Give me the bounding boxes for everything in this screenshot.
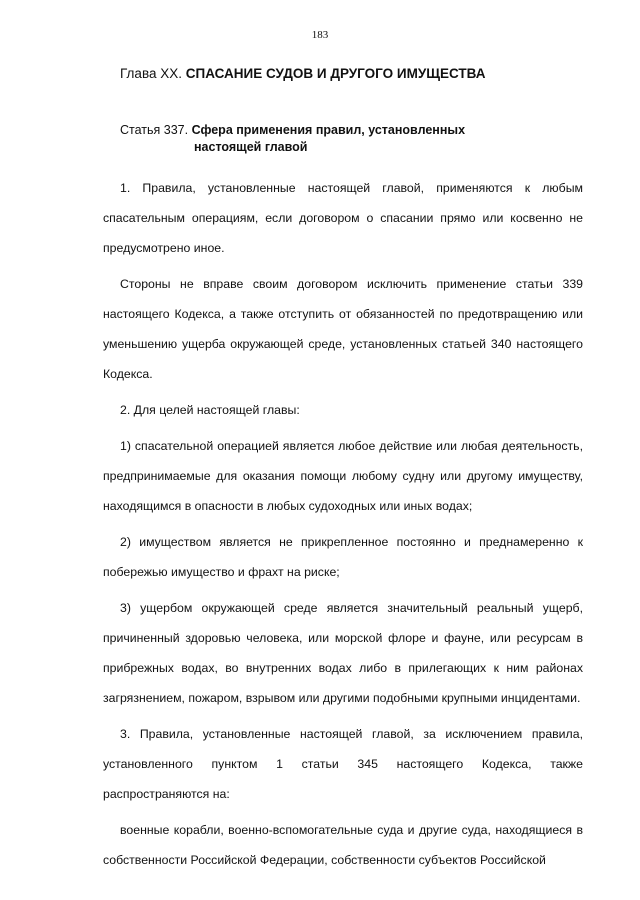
chapter-title: СПАСАНИЕ СУДОВ И ДРУГОГО ИМУЩЕСТВА [185,66,486,81]
article-body [103,173,583,881]
paragraph: 2) имуществом является не прикрепленное постоянно и преднамеренно к побережью имущество и фрахт на риске; [103,535,583,579]
chapter-heading [120,66,485,81]
paragraph: 1. Правила, установленные настоящей главой, применяются к любым спасательным операциям, если договором о спасании прямо или косвенно не предусмотрено иное. [103,181,583,255]
paragraph: 3) ущербом окружающей среде является значительный реальный ущерб, причиненный здоровью человека, или морской флоре и фауне, или ресурсам в прибрежных водах, во внутренних водах либо в прилегающих к ним районах загрязнением, пожаром, взрывом или другими подобными крупными инцидентами. [103,601,583,705]
article-heading [120,122,465,156]
paragraph: 2. Для целей настоящей главы: [120,403,300,417]
paragraph: 1) спасательной операцией является любое действие или любая деятельность, предпринимаемые для оказания помощи любому судну или другому имуществу, находящимся в опасности в любых судоходных или иных водах; [103,439,583,513]
article-title-line1: Сфера применения правил, установленных [191,123,466,137]
paragraph: Стороны не вправе своим договором исключить применение статьи 339 настоящего Кодекса, а также отступить от обязанностей по предотвращению или уменьшению ущерба окружающей среде, установленных статьей 340 настоящего Кодекса. [103,277,583,381]
page-number: 183 [311,29,329,41]
chapter-label: Глава XX. [120,66,182,81]
paragraph: военные корабли, военно-вспомогательные суда и другие суда, находящиеся в собственности Российской Федерации, собственности субъектов Российской [103,823,583,867]
paragraph: 3. Правила, установленные настоящей главой, за исключением правила, установленного пунктом 1 статьи 345 настоящего Кодекса, также распространяются на: [103,727,583,801]
article-title-line2: настоящей главой [194,140,308,154]
article-label: Статья 337. [120,123,189,137]
